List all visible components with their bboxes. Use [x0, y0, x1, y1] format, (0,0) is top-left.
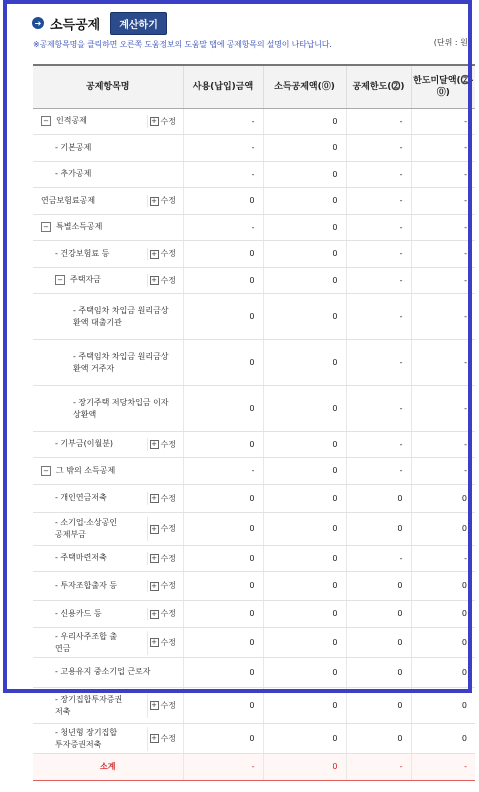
cell-shortfall: - — [411, 386, 475, 432]
edit-label: 수정 — [160, 249, 176, 258]
cell-used: - — [183, 109, 263, 135]
plus-box-icon: + — [151, 276, 157, 284]
deduction-item-name[interactable]: - 고용유지 중소기업 근로자 — [55, 667, 151, 677]
cell-used: 0 — [183, 386, 263, 432]
cell-used: 0 — [183, 688, 263, 724]
row-label-cell — [33, 386, 183, 432]
cell-deduction: 0 — [263, 215, 346, 241]
cell-used: 0 — [183, 724, 263, 754]
cell-used: 0 — [183, 658, 263, 688]
table-row — [33, 432, 475, 458]
cell-used: - — [183, 458, 263, 485]
cell-limit: 0 — [346, 513, 411, 546]
row-label-cell — [33, 215, 183, 241]
edit-label: 수정 — [160, 733, 176, 743]
plus-box-icon: + — [151, 249, 157, 258]
edit-button[interactable] — [147, 438, 183, 451]
cell-shortfall: 0 — [411, 572, 475, 601]
deduction-item-name[interactable]: - 청년형 장기집합투자증권저축 — [55, 727, 118, 749]
table-row — [33, 688, 475, 724]
deduction-item-name[interactable]: 연금보험료공제 — [41, 195, 96, 205]
table-row — [33, 513, 475, 546]
cell-limit: - — [346, 458, 411, 485]
deduction-item-name[interactable]: - 장기집합투자증권저축 — [55, 694, 123, 716]
cell-limit: - — [346, 294, 411, 340]
cell-used: 0 — [183, 628, 263, 658]
cell-used: 0 — [183, 188, 263, 215]
row-label-cell — [33, 601, 183, 628]
cell-shortfall: - — [411, 458, 475, 485]
deduction-item-name[interactable]: 주택자금 — [70, 275, 101, 285]
plus-box-icon: + — [151, 440, 157, 448]
deduction-item-name[interactable]: - 투자조합출자 등 — [55, 580, 118, 590]
cell-limit: 0 — [346, 658, 411, 688]
edit-button[interactable] — [147, 727, 183, 751]
collapse-toggle-icon[interactable]: − — [41, 222, 51, 232]
plus-box-icon: + — [151, 609, 157, 618]
col-header-shortfall: 한도미달액(⓶-⓪) — [411, 65, 475, 109]
table-row — [33, 485, 475, 513]
edit-label: 수정 — [160, 553, 176, 563]
row-label-cell — [33, 340, 183, 386]
cell-shortfall: - — [411, 135, 475, 162]
cell-deduction: 0 — [263, 658, 346, 688]
row-label-cell — [33, 268, 183, 294]
table-row — [33, 215, 475, 241]
collapse-toggle-icon[interactable]: − — [55, 275, 65, 285]
cell-deduction: 0 — [263, 724, 346, 754]
edit-button[interactable] — [147, 694, 183, 718]
table-row — [33, 628, 475, 658]
cell-limit: - — [346, 268, 411, 294]
row-label-cell — [33, 458, 183, 485]
row-label-cell — [33, 688, 183, 724]
row-label-cell — [33, 241, 183, 268]
table-row — [33, 572, 475, 601]
cell-deduction: 0 — [263, 485, 346, 513]
cell-shortfall: 0 — [411, 513, 475, 546]
collapse-toggle-icon[interactable]: − — [41, 466, 51, 476]
cell-deduction: 0 — [263, 513, 346, 546]
edit-button[interactable] — [147, 248, 183, 261]
table-row — [33, 135, 475, 162]
cell-shortfall: 0 — [411, 601, 475, 628]
cell-deduction: 0 — [263, 628, 346, 658]
cell-shortfall: 0 — [411, 485, 475, 513]
cell-deduction: 0 — [263, 268, 346, 294]
cell-shortfall: - — [411, 162, 475, 188]
edit-button[interactable] — [147, 492, 183, 505]
total-deduction: 0 — [263, 754, 346, 781]
page-title: 소득공제 — [50, 17, 101, 33]
cell-limit: - — [346, 432, 411, 458]
cell-limit: - — [346, 241, 411, 268]
deduction-item-name[interactable]: - 소기업·소상공인 공제부금 — [55, 518, 118, 539]
table-row — [33, 724, 475, 754]
cell-shortfall: - — [411, 188, 475, 215]
row-label-cell — [33, 188, 183, 215]
cell-shortfall: - — [411, 241, 475, 268]
deduction-item-name[interactable]: 인적공제 — [56, 116, 87, 126]
cell-used: 0 — [183, 513, 263, 546]
plus-box-icon: + — [151, 117, 157, 125]
row-label-cell — [33, 294, 183, 340]
table-row — [33, 601, 475, 628]
edit-label: 수정 — [160, 524, 176, 533]
cell-deduction: 0 — [263, 432, 346, 458]
cell-limit: 0 — [346, 724, 411, 754]
edit-button[interactable] — [147, 580, 183, 593]
col-header-item: 공제항목명 — [33, 65, 183, 109]
cell-limit: 0 — [346, 628, 411, 658]
row-label-cell — [33, 513, 183, 546]
edit-label: 수정 — [160, 439, 176, 449]
page-header — [32, 12, 167, 34]
cell-used: 0 — [183, 340, 263, 386]
cell-deduction: 0 — [263, 546, 346, 572]
collapse-toggle-icon[interactable]: − — [41, 116, 51, 126]
calculate-button[interactable]: 계산하기 — [110, 12, 167, 35]
cell-limit: 0 — [346, 572, 411, 601]
edit-button[interactable] — [147, 631, 183, 655]
cell-used: - — [183, 135, 263, 162]
cell-limit: - — [346, 546, 411, 572]
table-row — [33, 658, 475, 688]
cell-used: 0 — [183, 294, 263, 340]
cell-shortfall: - — [411, 215, 475, 241]
row-label-cell — [33, 724, 183, 754]
cell-limit: - — [346, 109, 411, 135]
deduction-item-name[interactable]: 그 밖의 소득공제 — [56, 465, 116, 475]
deduction-item-name[interactable]: - 기본공제 — [55, 142, 92, 152]
table-row — [33, 546, 475, 572]
cell-limit: - — [346, 135, 411, 162]
deduction-item-name[interactable]: - 개인연금저축 — [55, 493, 107, 503]
cell-shortfall: 0 — [411, 658, 475, 688]
edit-button[interactable] — [147, 552, 183, 565]
edit-button[interactable] — [147, 608, 183, 621]
plus-box-icon: + — [151, 196, 157, 205]
plus-box-icon: + — [151, 734, 157, 742]
deduction-item-name[interactable]: - 기부금(이월분) — [55, 439, 114, 449]
plus-box-icon: + — [151, 494, 157, 502]
cell-used: 0 — [183, 241, 263, 268]
deduction-table — [33, 64, 475, 781]
plus-box-icon: + — [151, 581, 157, 590]
cell-used: 0 — [183, 572, 263, 601]
cell-deduction: 0 — [263, 135, 346, 162]
cell-limit: 0 — [346, 688, 411, 724]
unit-label: (단위 : 원) — [433, 38, 471, 47]
deduction-item-name[interactable]: - 추가공제 — [55, 169, 92, 179]
cell-limit: 0 — [346, 601, 411, 628]
cell-deduction: 0 — [263, 458, 346, 485]
deduction-item-name[interactable]: 특별소득공제 — [56, 222, 103, 232]
cell-used: - — [183, 215, 263, 241]
cell-deduction: 0 — [263, 601, 346, 628]
table-row — [33, 162, 475, 188]
cell-used: 0 — [183, 432, 263, 458]
plus-box-icon: + — [151, 701, 157, 709]
cell-used: - — [183, 162, 263, 188]
cell-shortfall: 0 — [411, 628, 475, 658]
table-row — [33, 241, 475, 268]
cell-limit: - — [346, 162, 411, 188]
edit-label: 수정 — [160, 196, 176, 205]
row-label-cell — [33, 432, 183, 458]
cell-limit: - — [346, 215, 411, 241]
edit-button[interactable] — [147, 115, 183, 128]
cell-deduction: 0 — [263, 109, 346, 135]
row-label-cell — [33, 572, 183, 601]
plus-box-icon: + — [151, 638, 157, 646]
edit-label: 수정 — [160, 581, 176, 590]
cell-shortfall: - — [411, 294, 475, 340]
cell-used: 0 — [183, 485, 263, 513]
cell-shortfall: - — [411, 546, 475, 572]
cell-shortfall: - — [411, 432, 475, 458]
cell-limit: - — [346, 340, 411, 386]
cell-shortfall: - — [411, 340, 475, 386]
cell-limit: - — [346, 386, 411, 432]
cell-deduction: 0 — [263, 340, 346, 386]
plus-box-icon: + — [151, 554, 157, 562]
table-row — [33, 109, 475, 135]
edit-label: 수정 — [160, 637, 176, 647]
cell-deduction: 0 — [263, 688, 346, 724]
total-row — [33, 754, 475, 781]
table-row — [33, 268, 475, 294]
total-limit: - — [346, 754, 411, 781]
cell-deduction: 0 — [263, 188, 346, 215]
cell-deduction: 0 — [263, 572, 346, 601]
table-row — [33, 458, 475, 485]
cell-shortfall: - — [411, 268, 475, 294]
cell-limit: - — [346, 188, 411, 215]
total-used: - — [183, 754, 263, 781]
table-row — [33, 386, 475, 432]
deduction-item-name[interactable]: - 주택임차 차입금 원리금상환액 대출기관 — [73, 305, 169, 327]
edit-button[interactable] — [147, 195, 183, 208]
cell-limit: 0 — [346, 485, 411, 513]
edit-label: 수정 — [160, 609, 176, 618]
cell-deduction: 0 — [263, 386, 346, 432]
cell-shortfall: - — [411, 109, 475, 135]
col-header-deduction: 소득공제액(⓪) — [263, 65, 346, 109]
row-label-cell — [33, 546, 183, 572]
col-header-limit: 공제한도(⓶) — [346, 65, 411, 109]
edit-label: 수정 — [160, 275, 176, 285]
col-header-used: 사용(납입)금액 — [183, 65, 263, 109]
row-label-cell — [33, 162, 183, 188]
deduction-item-name[interactable]: - 주택마련저축 — [55, 553, 107, 563]
table-row — [33, 294, 475, 340]
row-label-cell — [33, 109, 183, 135]
row-label-cell — [33, 135, 183, 162]
total-label: 소계 — [33, 754, 183, 781]
table-header-row — [33, 65, 475, 109]
row-label-cell — [33, 485, 183, 513]
edit-button[interactable] — [147, 517, 183, 541]
circle-arrow-icon: ➔ — [32, 17, 44, 29]
deduction-item-name[interactable]: - 주택임차 차입금 원리금상환액 거주자 — [73, 351, 169, 373]
table-row — [33, 188, 475, 215]
cell-used: 0 — [183, 601, 263, 628]
plus-box-icon: + — [151, 524, 157, 533]
deduction-item-name[interactable]: - 신용카드 등 — [55, 608, 102, 618]
cell-deduction: 0 — [263, 241, 346, 268]
cell-deduction: 0 — [263, 294, 346, 340]
edit-label: 수정 — [160, 116, 176, 126]
deduction-item-name[interactable]: - 건강보험료 등 — [55, 248, 110, 258]
row-label-cell — [33, 658, 183, 688]
cell-used: 0 — [183, 268, 263, 294]
cell-shortfall: 0 — [411, 724, 475, 754]
help-notice: ※공제항목명을 클릭하면 오른쪽 도움정보의 도움말 탭에 공제항목의 설명이 나타납니다. — [33, 40, 332, 49]
deduction-item-name[interactable]: - 장기주택 저당차입금 이자상환액 — [73, 397, 169, 419]
edit-button[interactable] — [147, 274, 183, 287]
cell-deduction: 0 — [263, 162, 346, 188]
deduction-item-name[interactable]: - 우리사주조합 출연금 — [55, 631, 118, 653]
edit-label: 수정 — [160, 700, 176, 710]
edit-label: 수정 — [160, 493, 176, 503]
cell-used: 0 — [183, 546, 263, 572]
row-label-cell — [33, 628, 183, 658]
cell-shortfall: 0 — [411, 688, 475, 724]
total-shortfall: - — [411, 754, 475, 781]
table-row — [33, 340, 475, 386]
